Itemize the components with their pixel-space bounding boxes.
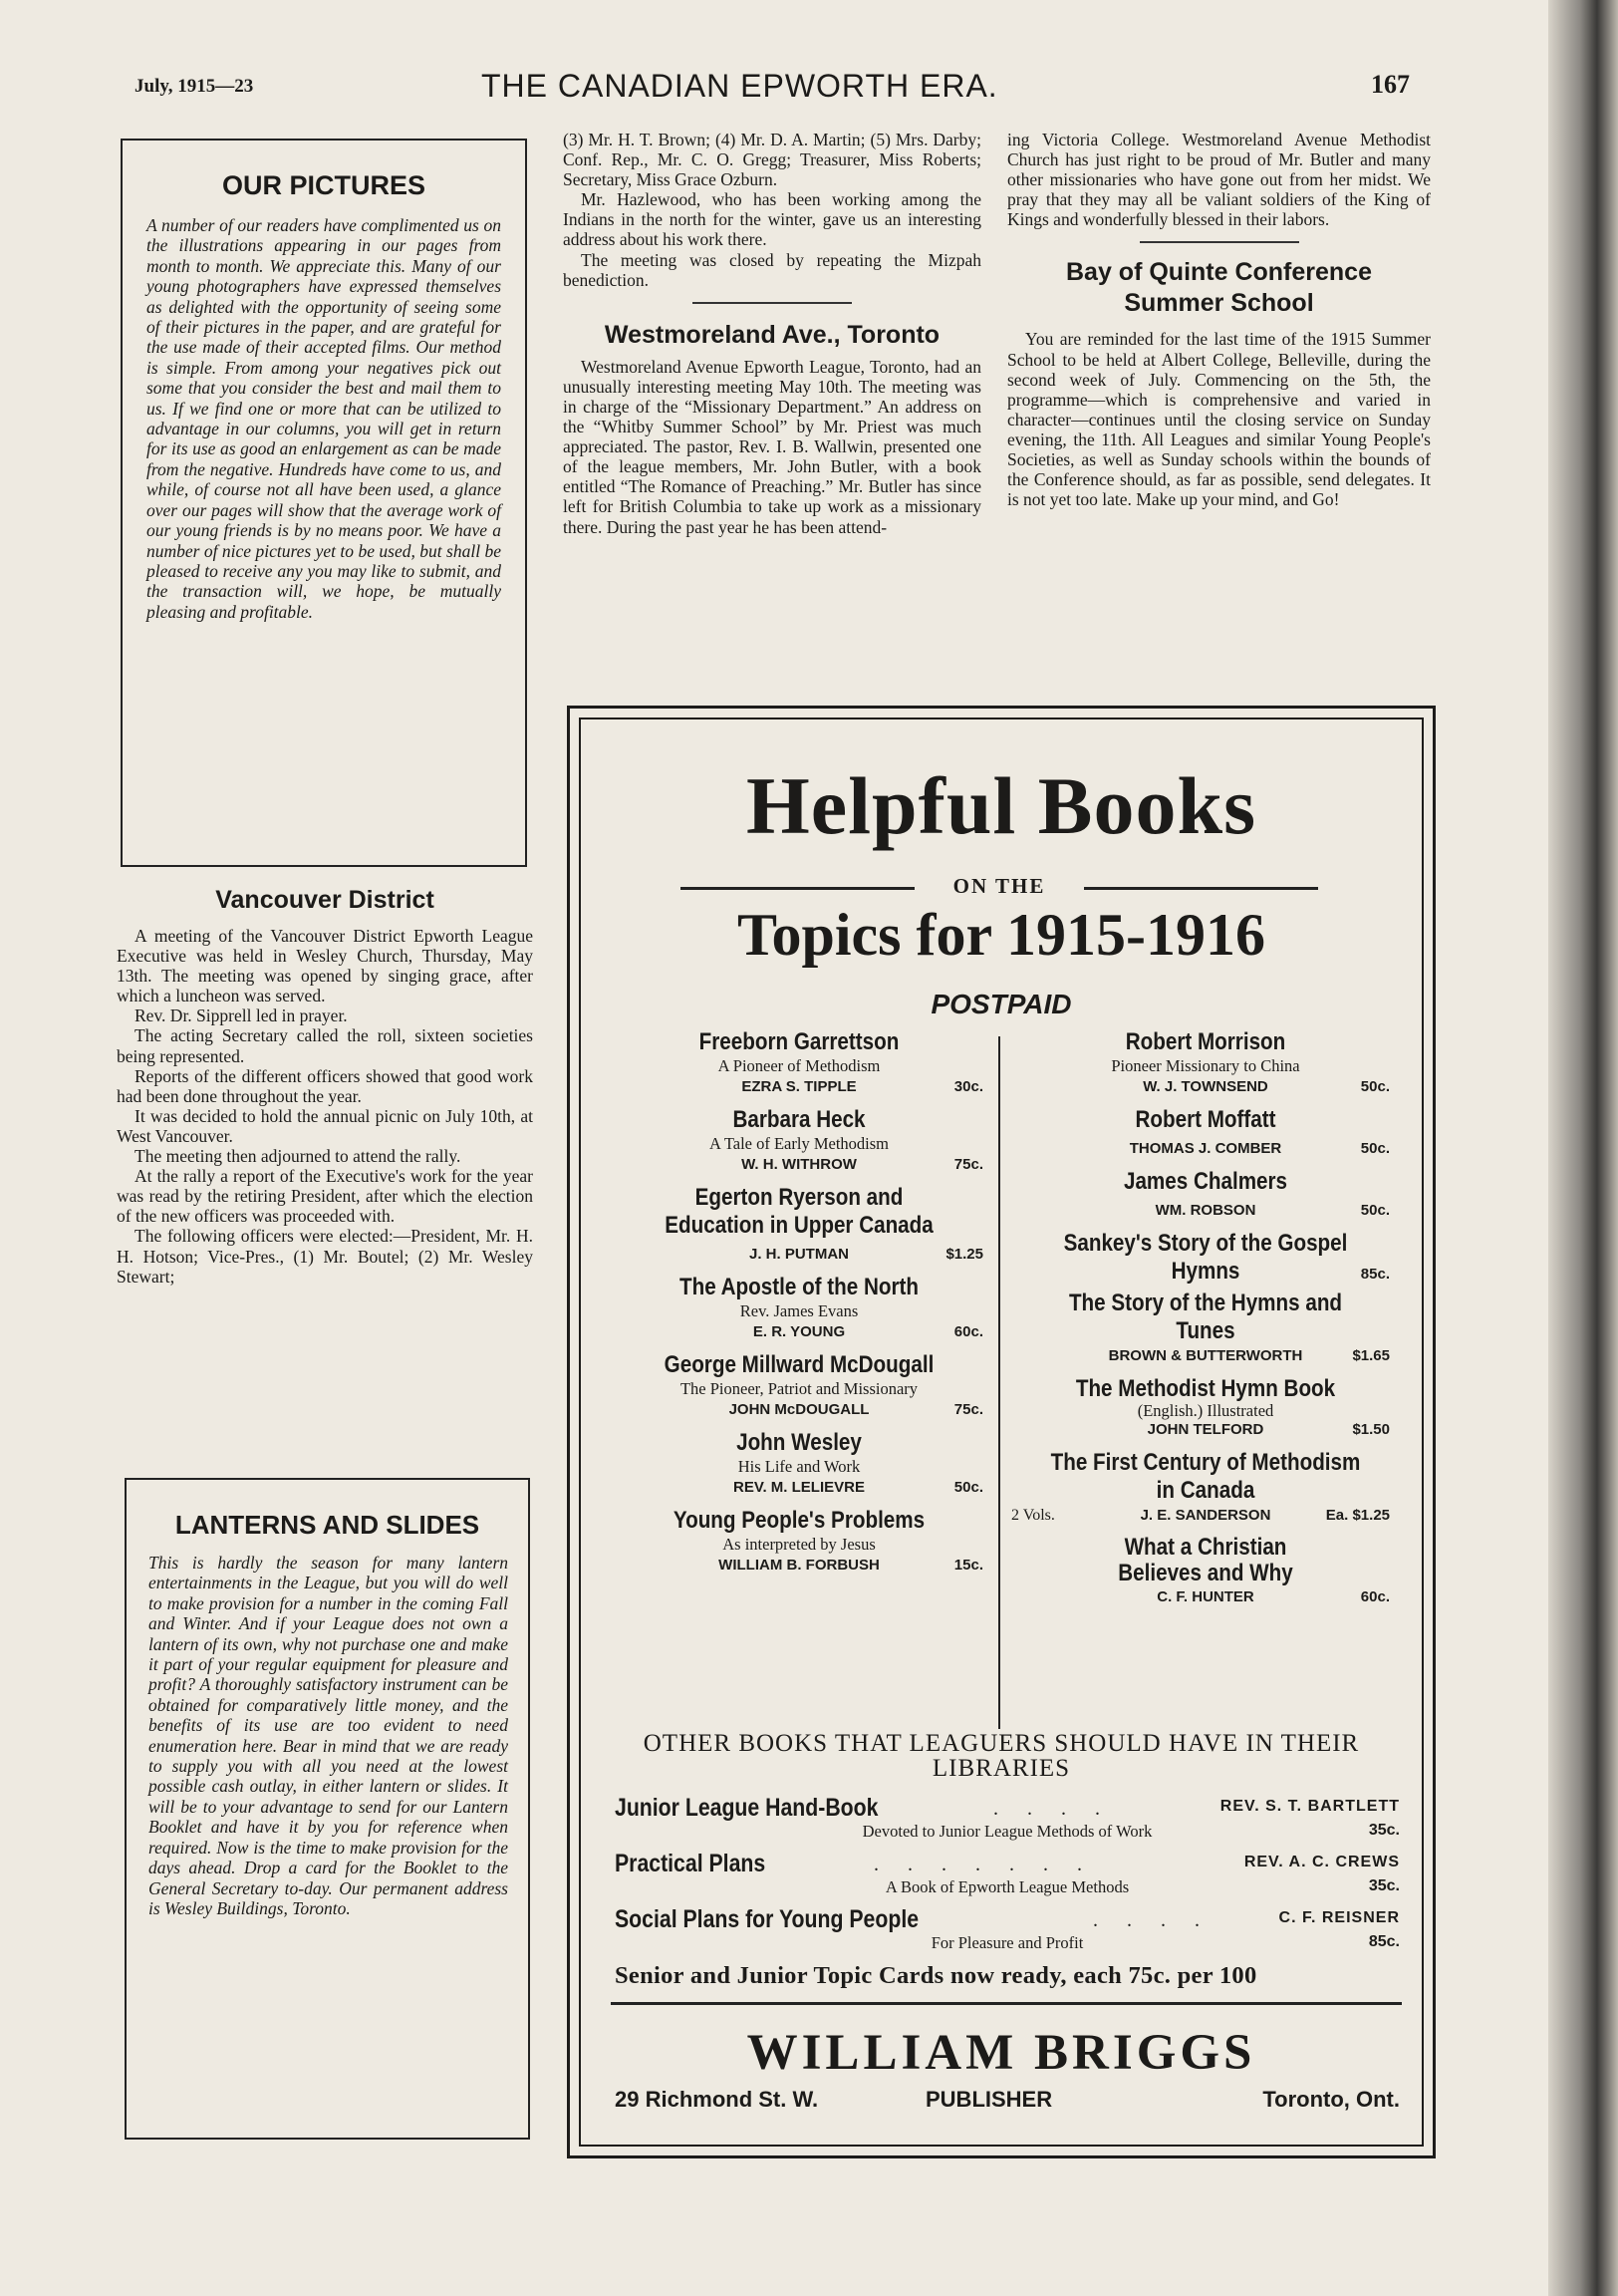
- other-book-title: Junior League Hand-Book: [615, 1794, 879, 1822]
- westmoreland-title: Westmoreland Ave., Toronto: [604, 320, 941, 349]
- book-price: 15c.: [953, 1557, 983, 1574]
- book-entry: [605, 1106, 993, 1176]
- book-author-line: [1011, 1138, 1400, 1160]
- publisher-label: PUBLISHER: [926, 2087, 1053, 2112]
- book-author-line: [1011, 1200, 1400, 1222]
- book-entry: [605, 1028, 993, 1098]
- book-price: 50c.: [1360, 1140, 1390, 1157]
- book-author: JOHN McDOUGALL: [728, 1401, 870, 1418]
- middle-column: [563, 130, 981, 537]
- middle-continued-para: (3) Mr. H. T. Brown; (4) Mr. D. A. Martin; (5) Mrs. Darby; Conf. Rep., Mr. C. O. Gregg; Treasurer, Miss Roberts; Secretary, Miss Grace Ozburn.: [563, 130, 981, 190]
- ad-on-the: [680, 872, 1318, 902]
- issue-date: July, 1915—23: [135, 76, 254, 97]
- other-book-title: Practical Plans: [615, 1850, 766, 1877]
- book-author-line: [1011, 1586, 1400, 1608]
- book-entry: [1011, 1168, 1400, 1222]
- book-price: 50c.: [953, 1479, 983, 1496]
- book-author-line: [1011, 1345, 1400, 1367]
- book-subtitle: (English.) Illustrated: [1137, 1401, 1274, 1420]
- book-entry: [1011, 1028, 1400, 1098]
- ad-title: Helpful Books: [746, 760, 1256, 851]
- book-price: 75c.: [953, 1401, 983, 1418]
- other-book-price: 85c.: [1368, 1933, 1400, 1950]
- book-author: WILLIAM B. FORBUSH: [718, 1557, 880, 1574]
- book-title: James Chalmers: [1123, 1168, 1288, 1195]
- ad-postpaid: POSTPAID: [931, 989, 1072, 1019]
- other-book-author: REV. S. T. BARTLETT: [1219, 1798, 1400, 1815]
- book-price: 50c.: [1360, 1078, 1390, 1095]
- book-author: EZRA S. TIPPLE: [741, 1078, 857, 1095]
- vancouver-para: The meeting then adjourned to attend the rally.: [135, 1146, 461, 1167]
- book-price: 60c.: [1360, 1588, 1390, 1605]
- book-title: Barbara Heck: [732, 1106, 866, 1133]
- book-title: John Wesley: [736, 1429, 862, 1456]
- helpful-books-ad: [567, 706, 1436, 2158]
- publisher-address: 29 Richmond St. W.: [615, 2087, 819, 2112]
- our-pictures-body: A number of our readers have complimented us on the illustrations appearing in our pages from month to month. We appreciate this. Many of our young photographers have expressed themselves as delighted with the opportunity of seeing some of their pictures in the paper, and are grateful for the use made of their accepted films. Our method is simple. From among your negatives pick out some that you consider the best and mail them to us. If we find one or more that can be utilized to advantage in our columns, you will get in return for its use as good an enlargement as can be made from the negative. Hundreds have come to us, and while, of course not all have been used, a glance over our pages will show that the average work of our young friends is by no means poor. We have a number of nice pictures yet to be used, but shall be pleased to receive any you may like to submit, and the transaction will, we hope, be mutually pleasing and profitable.: [146, 215, 501, 622]
- book-entry: [1011, 1290, 1400, 1367]
- other-book-price: 35c.: [1368, 1822, 1400, 1839]
- topic-cards-line: Senior and Junior Topic Cards now ready, each 75c. per 100: [615, 1962, 1257, 1989]
- book-entry: [605, 1274, 993, 1343]
- book-entry: [1011, 1449, 1400, 1527]
- book-author-line: [605, 1321, 993, 1343]
- book-author-line: [1011, 1419, 1400, 1441]
- leader-dots: . . . .: [1093, 1909, 1212, 1931]
- book-subtitle: The Pioneer, Patriot and Missionary: [679, 1379, 919, 1398]
- our-pictures-box: [121, 139, 527, 867]
- lanterns-body: This is hardly the season for many lantern entertainments in the League, but you will do well to make provision for a number in the coming Fall and Winter. And if your League does not own a lantern of its own, why not purchase one and make it part of your regular equipment for pleasure and profit? A thoroughly satisfactory instrument can be obtained for comparatively little money, and the benefits of its use are too evident to need enumeration here. Bear in mind that we are ready to supply you with all you need at the lowest possible cash outlay, in either lantern or slides. It will be to your advantage to send for our Lantern Booklet and have it by you for reference when required. Now is the time to make provision for the days ahead. Drop a card for the Booklet to the General Secretary to-day. Our permanent address is Wesley Buildings, Toronto.: [148, 1553, 508, 1918]
- book-author: W. H. WITHROW: [741, 1156, 857, 1173]
- lanterns-box: [125, 1478, 530, 2140]
- book-author-line: [605, 1555, 993, 1577]
- book-author: WM. ROBSON: [1155, 1202, 1256, 1219]
- book-author: W. J. TOWNSEND: [1143, 1078, 1268, 1095]
- book-price: 85c.: [1360, 1266, 1390, 1283]
- book-title: The Methodist Hymn Book: [1075, 1375, 1336, 1402]
- book-author-line: [1011, 1505, 1400, 1527]
- book-title: Freeborn Garrettson: [698, 1028, 900, 1055]
- other-book-row: [615, 1850, 1400, 1905]
- book-price: 60c.: [953, 1323, 983, 1340]
- publisher-info: [615, 2087, 1400, 2117]
- column-divider: [998, 1036, 1000, 1729]
- ad-inner-border: [579, 718, 1424, 2147]
- book-title: Robert Morrison: [1125, 1028, 1286, 1055]
- westmoreland-body: Westmoreland Avenue Epworth League, Toronto, had an unusually interesting meeting May 10th. The meeting was in charge of the “Missionary Department.” An address on the “Whitby Summer School” by Mr. Priest was much appreciated. The pastor, Rev. I. B. Wallwin, presented one of the league members, Mr. John Butler, with a book entitled “The Romance of Preaching.” Mr. Butler has since left for British Columbia to take up work as a missionary there. During the past year he has been attend-: [563, 356, 981, 537]
- vancouver-para: The acting Secretary called the roll, sixteen societies being represented.: [117, 1025, 533, 1066]
- book-title: The Story of the Hymns and Tunes: [1068, 1290, 1343, 1344]
- other-books-heading: OTHER BOOKS THAT LEAGUERS SHOULD HAVE IN THEIR LIBRARIES: [643, 1730, 1360, 1782]
- book-price: $1.65: [1352, 1347, 1390, 1364]
- middle-continued-para: The meeting was closed by repeating the Mizpah benediction.: [563, 249, 981, 290]
- book-subtitle: Pioneer Missionary to China: [1111, 1056, 1300, 1075]
- page-number: 167: [1371, 70, 1410, 99]
- other-book-author: REV. A. C. CREWS: [1243, 1854, 1400, 1870]
- our-pictures-title: OUR PICTURES: [221, 170, 426, 200]
- book-title: George Millward McDougall: [664, 1351, 935, 1378]
- book-price: 50c.: [1360, 1202, 1390, 1219]
- book-entry: [1011, 1230, 1400, 1285]
- book-entry: [1011, 1535, 1400, 1608]
- book-author: THOMAS J. COMBER: [1129, 1140, 1282, 1157]
- book-title: Sankey's Story of the Gospel Hymns: [1063, 1230, 1348, 1285]
- book-entry: [605, 1507, 993, 1577]
- quinte-title: Bay of Quinte Conference Summer School: [1066, 258, 1372, 318]
- book-author: BROWN & BUTTERWORTH: [1108, 1347, 1303, 1364]
- book-subtitle: As interpreted by Jesus: [722, 1535, 876, 1554]
- vancouver-para: Reports of the different officers showed that good work had been done throughout the year.: [117, 1065, 533, 1106]
- book-title: Young People's Problems: [673, 1507, 926, 1534]
- publisher-city: Toronto, Ont.: [1262, 2087, 1400, 2112]
- book-entry: [605, 1184, 993, 1266]
- book-title: What a Christian Believes and Why: [1118, 1534, 1293, 1586]
- other-book-price: 35c.: [1368, 1877, 1400, 1894]
- book-price: 75c.: [953, 1156, 983, 1173]
- book-author-line: [605, 1477, 993, 1499]
- book-title: The First Century of Methodism in Canada: [1050, 1449, 1361, 1504]
- book-price: $1.25: [945, 1246, 983, 1263]
- other-book-desc: For Pleasure and Profit: [931, 1933, 1084, 1952]
- book-entry: [1011, 1106, 1400, 1160]
- other-book-title: Social Plans for Young People: [615, 1905, 920, 1933]
- book-author: J. H. PUTMAN: [748, 1246, 849, 1263]
- book-author: C. F. HUNTER: [1157, 1588, 1254, 1605]
- vancouver-para: A meeting of the Vancouver District Epworth League Executive was held in Wesley Church, Thursday, May 13th. The meeting was opened by singing grace, after which a luncheon was served.: [117, 926, 533, 1006]
- vancouver-para: At the rally a report of the Executive's work for the year was read by the retiring President, after which the election of the new officers was proceeded with.: [117, 1166, 533, 1227]
- book-author-line: [605, 1154, 993, 1176]
- right-book-list: [1011, 1028, 1400, 1616]
- book-author: REV. M. LELIEVRE: [733, 1479, 865, 1496]
- masthead: THE CANADIAN EPWORTH ERA.: [481, 68, 998, 104]
- quinte-body: You are reminded for the last time of the 1915 Summer School to be held at Albert College, Belleville, during the second week of July. Commencing on the 5th, the programme—which is comprehensive and varied in character—continues until the closing service on Sunday evening, the 11th. All Leagues and similar Young People's Societies, as well as Sunday schools within the bounds of the Conference should, as far as possible, send delegates. It is not yet too late. Make up your mind, and Go!: [1007, 329, 1431, 510]
- publisher-name: WILLIAM BRIGGS: [746, 2025, 1256, 2081]
- book-entry: [605, 1351, 993, 1421]
- vancouver-section: [117, 885, 533, 1287]
- book-author: JOHN TELFORD: [1147, 1421, 1264, 1438]
- book-subtitle: A Pioneer of Methodism: [717, 1056, 881, 1075]
- book-author-line: [605, 1399, 993, 1421]
- other-book-desc: Devoted to Junior League Methods of Work: [862, 1822, 1153, 1841]
- book-price: 30c.: [953, 1078, 983, 1095]
- book-author-line: [605, 1076, 993, 1098]
- other-book-row: [615, 1794, 1400, 1850]
- left-book-list: [605, 1028, 993, 1584]
- book-entry: [1011, 1375, 1400, 1441]
- book-author-line: [1011, 1076, 1400, 1098]
- book-title: The Apostle of the North: [678, 1274, 920, 1300]
- other-book-author: C. F. REISNER: [1278, 1909, 1400, 1926]
- page-header: [135, 68, 1410, 108]
- book-entry: [605, 1429, 993, 1499]
- leader-dots: . . . . . . .: [874, 1854, 1094, 1875]
- rule: [611, 2002, 1402, 2005]
- book-price: Ea. $1.25: [1325, 1507, 1390, 1524]
- book-title: Egerton Ryerson and Education in Upper Canada: [665, 1184, 934, 1239]
- book-subtitle: His Life and Work: [737, 1457, 861, 1476]
- book-subtitle: 2 Vols.: [1011, 1507, 1055, 1524]
- vancouver-para: The following officers were elected:—President, Mr. H. H. Hotson; Vice-Pres., (1) Mr. Boutel; (2) Mr. Wesley Stewart;: [117, 1226, 533, 1287]
- rule: [680, 887, 915, 890]
- book-subtitle: A Tale of Early Methodism: [708, 1134, 889, 1153]
- vancouver-title: Vancouver District: [215, 886, 434, 914]
- vancouver-para: Rev. Dr. Sipprell led in prayer.: [135, 1005, 348, 1026]
- vancouver-para: It was decided to hold the annual picnic on July 10th, at West Vancouver.: [117, 1105, 533, 1146]
- book-author: J. E. SANDERSON: [1140, 1507, 1271, 1524]
- page-edge: [1548, 0, 1618, 2296]
- ad-topics: Topics for 1915-1916: [736, 902, 1266, 968]
- leader-dots: . . . .: [993, 1798, 1112, 1820]
- other-book-row: [615, 1905, 1400, 1961]
- on-the-label: ON THE: [952, 874, 1046, 898]
- lanterns-title: LANTERNS AND SLIDES: [174, 1510, 480, 1540]
- book-subtitle: Rev. James Evans: [739, 1301, 859, 1320]
- middle-continued-para: Mr. Hazlewood, who has been working among the Indians in the north for the winter, gave us an interesting address about his work there.: [563, 189, 981, 250]
- right-column: [1007, 130, 1431, 509]
- right-continued-para: ing Victoria College. Westmoreland Avenue Methodist Church has just right to be proud of Mr. Butler and many other missionaries who have gone out from her midst. We pray that they may all be valiant soldiers of the King of Kings and wonderfully blessed in their labors.: [1007, 130, 1431, 230]
- other-book-desc: A Book of Epworth League Methods: [885, 1877, 1130, 1896]
- book-title: Robert Moffatt: [1135, 1106, 1276, 1133]
- book-price: $1.50: [1352, 1421, 1390, 1438]
- rule: [1084, 887, 1318, 890]
- book-author-line: [605, 1244, 993, 1266]
- book-author: E. R. YOUNG: [752, 1323, 846, 1340]
